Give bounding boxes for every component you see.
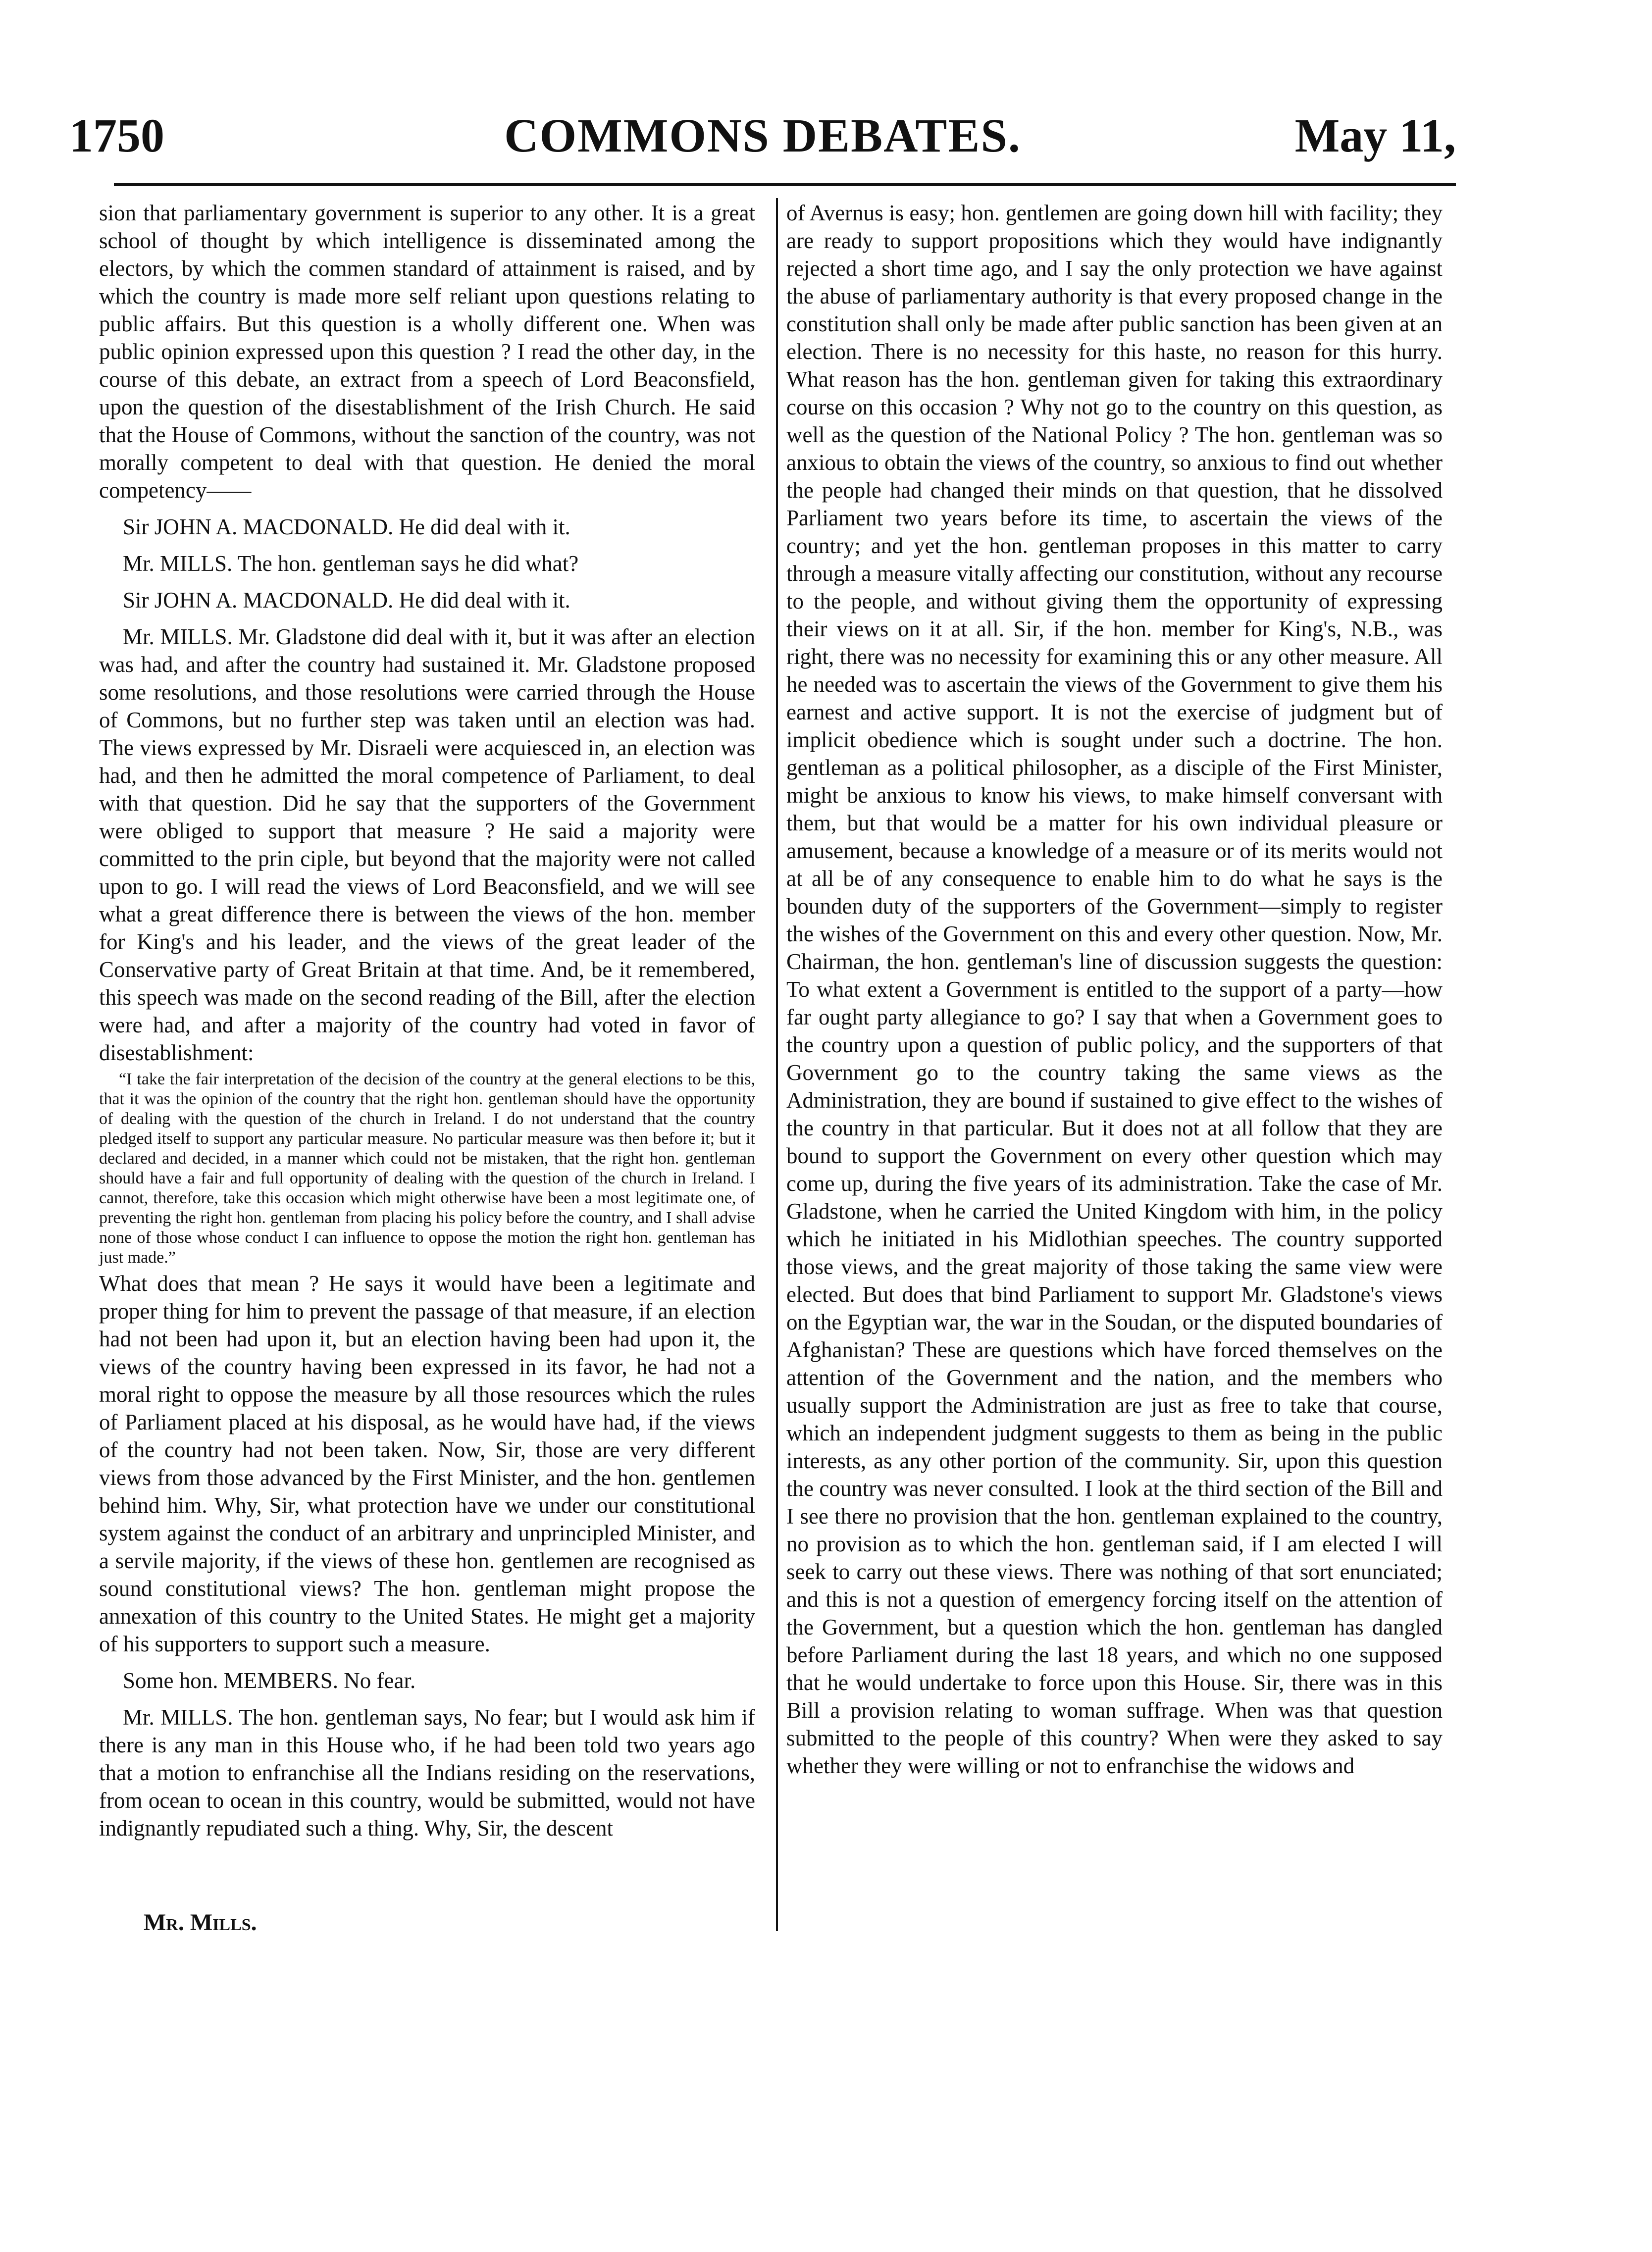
header-rule	[114, 183, 1456, 186]
paragraph: Some hon. MEMBERS. No fear.	[123, 1668, 416, 1693]
page-header	[69, 108, 1456, 162]
paragraph: Mr. MILLS. The hon. gentleman says, No fear; but I would ask him if there is any man in this House who, if he had been told two years ago that a motion to enfranchise all the Indians residing on the reservations, from ocean to ocean in this country, would be submitted, would not have indignantly repudiated such a thing. Why, Sir, the descent	[99, 1705, 755, 1841]
publication-title: COMMONS DEBATES.	[504, 109, 1021, 162]
paragraph: Sir JOHN A. MACDONALD. He did deal with it.	[123, 514, 570, 539]
page-number: 1750	[69, 109, 164, 162]
right-column	[786, 199, 1443, 1780]
paragraph: Mr. MILLS. The hon. gentleman says he did what?	[123, 551, 579, 576]
paragraph: What does that mean ? He says it would have been a legitimate and proper thing for him to prevent the passage of that measure, if an election had not been had upon it, but an election having been had upon it, the views of the country having been expressed in its favor, he had not a moral right to oppose the measure by all those resources which the rules of Parliament placed at his disposal, as he would have had, if the views of the country had not been taken. Now, Sir, those are very different views from those advanced by the First Minister, and the hon. gentlemen behind him. Why, Sir, what protection have we under our constitutional system against the conduct of an arbitrary and unprincipled Minister, and a servile majority, if the views of these hon. gentlemen are recognised as sound constitutional views? The hon. gentleman might propose the annexation of this country to the United States. He might get a majority of his supporters to support such a measure.	[99, 1271, 755, 1656]
paragraph: sion that parliamentary government is superior to any other. It is a great school of thought by which intelligence is disseminated among the electors, by which the commen standard of attainment is raised, and by which the country is made more self reliant upon questions relating to public affairs. But this question is a wholly different one. When was public opinion expressed upon this question ? I read the other day, in the course of this debate, an extract from a speech of Lord Beaconsfield, upon the question of the disestablishment of the Irish Church. He said that the House of Commons, without the sanction of the country, was not morally competent to deal with that question. He denied the moral competency——	[99, 201, 755, 503]
column-divider	[776, 198, 778, 1931]
block-quote: “I take the fair interpretation of the decision of the country at the general elections to be this, that it was the opinion of the country that the right hon. gentleman should have the opportunity of dealing with the question of the church in Ireland. I do not understand that the country pledged itself to support any particular measure. No particular measure was then before it; but it declared and decided, in a manner which could not be mistaken, that the right hon. gentleman should have a fair and full opportunity of dealing with the question of the church in Ireland. I cannot, therefore, take this occasion which might otherwise have been a most legitimate one, of preventing the right hon. gentleman from placing his policy before the country, and I shall advise none of those whose conduct I can influence to oppose the motion the right hon. gentleman has just made.”	[99, 1070, 755, 1267]
page-footer: Mr. Mills.	[144, 1909, 257, 1936]
paragraph: of Avernus is easy; hon. gentlemen are going down hill with facility; they are ready to support propositions which they would have indignantly rejected a short time ago, and I say the only protection we have against the abuse of parliamentary authority is that every proposed change in the constitution shall only be made after public sanction has been given at an election. There is no necessity for this haste, no reason for this hurry. What reason has the hon. gentleman given for taking this extraordinary course on this occasion ? Why not go to the country on this question, as well as the question of the National Policy ? The hon. gentleman was so anxious to obtain the views of the country, so anxious to find out whether the people had changed their minds on that question, that he dissolved Parliament two years before its time, to ascertain the views of the country; and yet the hon. gentleman proposes in this matter to carry through a measure vitally affecting our constitution, without any recourse to the people, and without giving them the opportunity of expressing their views on it at all. Sir, if the hon. member for King's, N.B., was right, there was no necessity for examining this or any other measure. All he needed was to ascertain the views of the Government to give them his earnest and active support. It is not the exercise of judgment but of implicit obedience which is sought under such a doctrine. The hon. gentleman as a political philosopher, as a disciple of the First Minister, might be anxious to know his views, to make himself conversant with them, but that would be a matter for his own individual pleasure or amusement, because a knowledge of a measure or of its merits would not at all be of any consequence to enable him to do what he says is the bounden duty of the supporters of the Government—simply to register the wishes of the Government on this and every other question. Now, Mr. Chairman, the hon. gentleman's line of discussion suggests the question: To what extent a Government is entitled to the support of a party—how far ought party allegiance to go? I say that when a Government goes to the country upon a question of public policy, and the supporters of that Government go to the country taking the same views as the Administration, they are bound if sustained to give effect to the wishes of the country in that particular. But it does not at all follow that they are bound to support the Government on every other question which may come up, during the five years of its administration. Take the case of Mr. Gladstone, when he carried the United Kingdom with him, in the policy which he initiated in his Midlothian speeches. The country supported those views, and the great majority of those taking the same view were elected. But does that bind Parliament to support Mr. Gladstone's views on the Egyptian war, the war in the Soudan, or the disputed boundaries of Afghanistan? These are questions which have forced themselves on the attention of the Government and the nation, and the members who usually support the Administration are just as free to take that course, which an independent judgment suggests to them as being in the public interests, as any other portion of the community. Sir, upon this question the country was never consulted. I look at the third section of the Bill and I see there no provision that the hon. gentleman explained to the country, no provision as to which the hon. gentleman said, if I am elected I will seek to carry out these views. There was nothing of that sort enunciated; and this is not a question of emergency forcing itself on the attention of the Government, but a question which the hon. gentleman has dangled before Parliament during the last 18 years, and which no one supposed that he would undertake to force upon this House. Sir, there was in this Bill a provision relating to woman suffrage. When was that question submitted to the people of this country? When were they asked to say whether they were willing or not to enfranchise the widows and	[786, 201, 1443, 1778]
left-column	[99, 199, 755, 1842]
paragraph: Mr. MILLS. Mr. Gladstone did deal with it, but it was after an election was had, and after the country had sustained it. Mr. Gladstone proposed some resolutions, and those resolutions were carried through the House of Commons, but no further step was taken until an election was had. The views expressed by Mr. Disraeli were acquiesced in, an election was had, and then he admitted the moral competence of Parliament, to deal with that question. Did he say that the supporters of the Government were obliged to support that measure ? He said a majority were committed to the prin ciple, but beyond that the majority were not called upon to go. I will read the views of Lord Beaconsfield, and we will see what a great difference there is between the views of the hon. member for King's and his leader, and the views of the great leader of the Conservative party of Great Britain at that time. And, be it remembered, this speech was made on the second reading of the Bill, after the election were had, and after a majority of the country had voted in favor of disestablishment:	[99, 624, 755, 1065]
page-date: May 11,	[1294, 109, 1456, 162]
paragraph: Sir JOHN A. MACDONALD. He did deal with it.	[123, 588, 570, 613]
